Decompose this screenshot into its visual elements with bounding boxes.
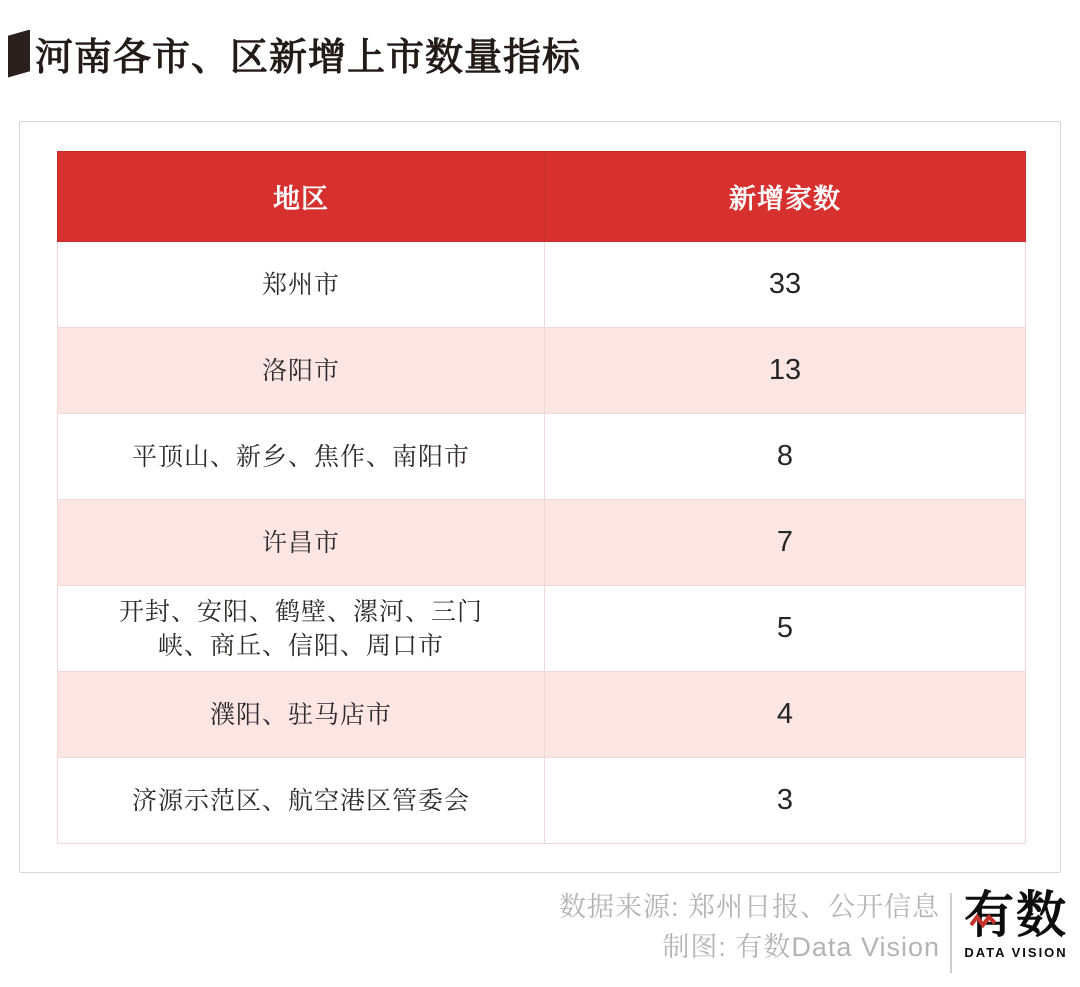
table-header-row — [58, 152, 1026, 242]
data-table — [57, 151, 1026, 844]
footer-credits — [559, 887, 940, 967]
title-block-icon — [8, 30, 30, 78]
data-vision-logo — [962, 886, 1070, 960]
region-cell: 济源示范区、航空港区管委会 — [58, 758, 545, 844]
count-cell: 3 — [545, 758, 1026, 844]
table-row — [58, 500, 1026, 586]
region-cell: 平顶山、新乡、焦作、南阳市 — [58, 414, 545, 500]
data-source-line: 数据来源: 郑州日报、公开信息 — [558, 892, 940, 922]
region-cell: 郑州市 — [58, 242, 545, 328]
column-header-region: 地区 — [58, 152, 545, 242]
table-row — [58, 328, 1026, 414]
region-cell: 开封、安阳、鹤壁、漯河、三门峡、商丘、信阳、周口市 — [58, 586, 545, 672]
table-row — [58, 414, 1026, 500]
table-row — [58, 586, 1026, 672]
region-cell: 濮阳、驻马店市 — [58, 672, 545, 758]
footer-divider — [950, 893, 952, 973]
table-card — [19, 121, 1061, 873]
table-row — [58, 242, 1026, 328]
region-cell: 许昌市 — [58, 500, 545, 586]
count-cell: 13 — [545, 328, 1026, 414]
logo-subtext: DATA VISION — [964, 945, 1068, 960]
title-bar — [8, 26, 581, 81]
count-cell: 4 — [545, 672, 1026, 758]
count-cell: 7 — [545, 500, 1026, 586]
region-cell: 洛阳市 — [58, 328, 545, 414]
table-row — [58, 758, 1026, 844]
count-cell: 8 — [545, 414, 1026, 500]
count-cell: 33 — [545, 242, 1026, 328]
logo-wordmark — [962, 886, 1070, 944]
table-row — [58, 672, 1026, 758]
credit-line: 制图: 有数Data Vision — [662, 932, 940, 962]
logo-text: 有数 — [964, 887, 1068, 943]
count-cell: 5 — [545, 586, 1026, 672]
page-title: 河南各市、区新增上市数量指标 — [35, 37, 582, 79]
column-header-count: 新增家数 — [545, 152, 1026, 242]
logo-zigzag-icon — [970, 913, 996, 929]
